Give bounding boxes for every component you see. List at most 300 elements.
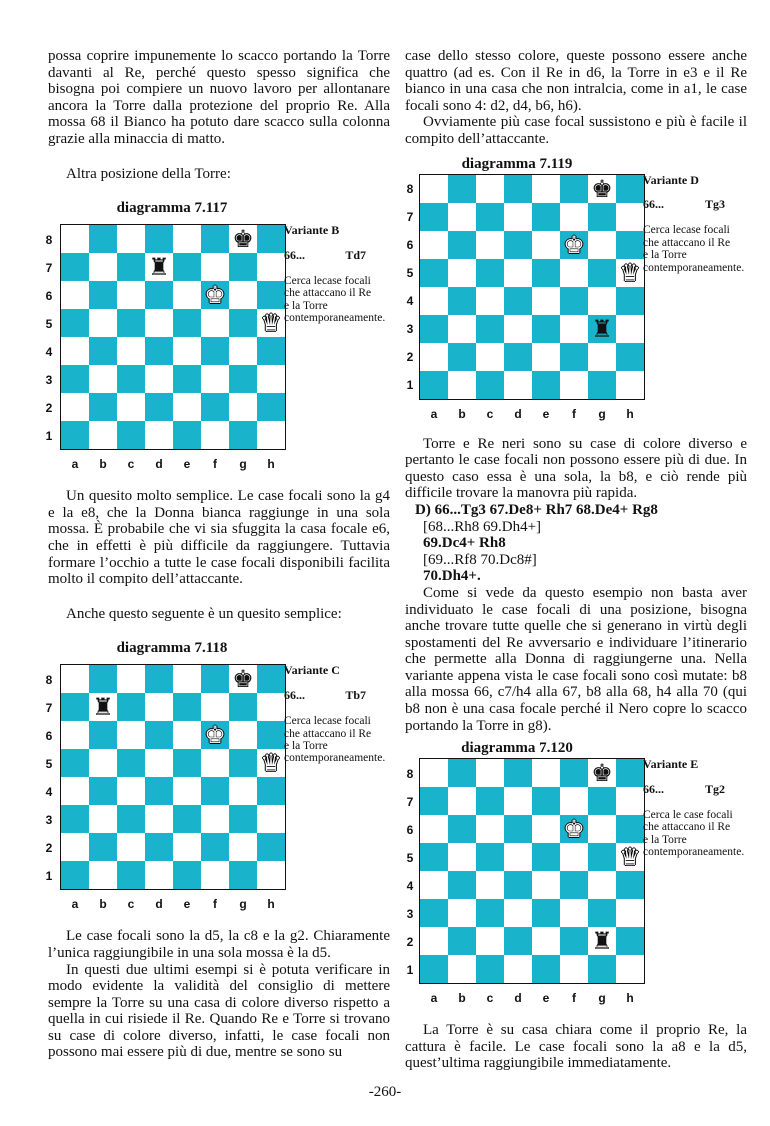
square-a1 <box>61 421 89 449</box>
square-a4 <box>61 337 89 365</box>
square-h7 <box>616 787 644 815</box>
main-line: 69.Dc4+ Rh8 <box>423 535 506 552</box>
file-label: b <box>99 897 107 912</box>
paragraph: Altra posizione della Torre: <box>66 165 231 182</box>
file-label: a <box>430 991 438 1006</box>
rank-label: 2 <box>406 934 414 949</box>
square-g3 <box>229 365 257 393</box>
square-b2 <box>89 833 117 861</box>
square-g2 <box>229 833 257 861</box>
white-king-icon: ♚ <box>563 230 585 259</box>
square-g2 <box>229 393 257 421</box>
square-g3 <box>588 315 616 343</box>
square-a6 <box>61 281 89 309</box>
square-h3 <box>257 805 285 833</box>
square-d1 <box>504 371 532 399</box>
square-a3 <box>420 899 448 927</box>
diagram-caption <box>284 223 386 325</box>
rank-label: 1 <box>406 962 414 977</box>
diagram-caption <box>643 172 745 274</box>
square-a2 <box>61 393 89 421</box>
square-c7 <box>117 693 145 721</box>
square-a4 <box>420 871 448 899</box>
white-queen-icon: ♛ <box>260 309 282 338</box>
black-king-icon: ♚ <box>232 665 254 694</box>
file-label: b <box>458 406 466 421</box>
square-e7 <box>532 787 560 815</box>
file-label: c <box>486 406 494 421</box>
square-b7 <box>89 693 117 721</box>
file-label: a <box>430 406 438 421</box>
diagram-7-119 <box>405 156 747 436</box>
diagram-note: Cerca le case focali che attaccano il Re e la Torre contemporaneamente. <box>643 809 745 859</box>
rank-label: 8 <box>406 182 414 197</box>
square-d5 <box>145 309 173 337</box>
square-d4 <box>504 871 532 899</box>
square-f8 <box>560 175 588 203</box>
square-h5 <box>616 259 644 287</box>
square-b6 <box>89 281 117 309</box>
square-f5 <box>201 309 229 337</box>
square-c4 <box>476 871 504 899</box>
file-label: h <box>267 457 275 472</box>
square-h3 <box>616 899 644 927</box>
file-label: f <box>572 406 576 421</box>
square-e8 <box>532 759 560 787</box>
file-label: e <box>183 897 191 912</box>
square-d8 <box>504 175 532 203</box>
square-b6 <box>448 231 476 259</box>
square-f1 <box>560 371 588 399</box>
diagram-title: diagramma 7.120 <box>461 740 573 757</box>
square-a3 <box>420 315 448 343</box>
file-label: b <box>458 991 466 1006</box>
square-g1 <box>588 371 616 399</box>
square-h4 <box>257 337 285 365</box>
diagram-7-120 <box>405 740 747 1020</box>
square-f2 <box>201 393 229 421</box>
black-rook-icon: ♜ <box>591 927 613 956</box>
file-label: c <box>486 991 494 1006</box>
square-e8 <box>173 665 201 693</box>
square-e7 <box>173 253 201 281</box>
square-h2 <box>257 393 285 421</box>
rank-label: 6 <box>406 822 414 837</box>
square-d8 <box>145 225 173 253</box>
variant-label: Variante B <box>284 223 340 238</box>
side-line: [68...Rh8 69.Dh4+] <box>423 518 542 535</box>
square-c2 <box>117 393 145 421</box>
square-f1 <box>560 955 588 983</box>
square-a5 <box>420 843 448 871</box>
diagram-title: diagramma 7.119 <box>461 155 573 172</box>
file-label: f <box>213 457 217 472</box>
file-label: c <box>127 897 135 912</box>
white-king-icon: ♚ <box>204 721 226 750</box>
square-d2 <box>504 343 532 371</box>
square-b3 <box>89 805 117 833</box>
rank-label: 7 <box>45 700 53 715</box>
file-labels <box>61 456 285 470</box>
square-c6 <box>117 721 145 749</box>
paragraph: Torre e Re neri sono su case di colore diverso e pertanto le case focali non possono essere più di due. In questo caso essa è una sola, la b8, e ciò rende più difficile trovare la manovra più rapida. <box>405 435 747 502</box>
square-f7 <box>201 693 229 721</box>
square-c5 <box>117 309 145 337</box>
square-c1 <box>117 861 145 889</box>
main-line: D) 66...Tg3 67.De8+ Rh7 68.De4+ Rg8 <box>415 501 658 518</box>
square-e2 <box>173 393 201 421</box>
square-b6 <box>89 721 117 749</box>
diagram-note: Cerca lecase focali che attaccano il Re e la Torre contemporaneamente. <box>284 274 386 325</box>
square-d1 <box>145 861 173 889</box>
square-g2 <box>588 343 616 371</box>
rank-label: 1 <box>45 428 53 443</box>
square-h1 <box>257 421 285 449</box>
rank-label: 8 <box>406 766 414 781</box>
diagram-note: Cerca lecase focali che attaccano il Re e la Torre contemporaneamente. <box>284 715 386 765</box>
square-a8 <box>61 665 89 693</box>
rank-label: 1 <box>45 868 53 883</box>
square-a7 <box>61 253 89 281</box>
diagram-title: diagramma 7.117 <box>116 200 228 217</box>
square-d5 <box>504 843 532 871</box>
rank-labels <box>42 666 56 890</box>
square-f7 <box>201 253 229 281</box>
file-label: h <box>626 991 634 1006</box>
square-f8 <box>201 225 229 253</box>
square-f4 <box>560 871 588 899</box>
square-d2 <box>504 927 532 955</box>
black-rook-icon: ♜ <box>92 693 114 722</box>
square-b7 <box>448 787 476 815</box>
square-a4 <box>61 777 89 805</box>
square-h4 <box>257 777 285 805</box>
square-b4 <box>448 871 476 899</box>
file-label: e <box>542 406 550 421</box>
square-e5 <box>532 259 560 287</box>
square-e1 <box>532 955 560 983</box>
square-g4 <box>588 287 616 315</box>
square-b4 <box>448 287 476 315</box>
file-label: h <box>626 406 634 421</box>
square-e2 <box>173 833 201 861</box>
chess-board <box>60 664 286 890</box>
square-g4 <box>588 871 616 899</box>
square-g8 <box>229 665 257 693</box>
square-e1 <box>173 421 201 449</box>
square-d4 <box>145 337 173 365</box>
square-a2 <box>420 927 448 955</box>
square-c7 <box>476 203 504 231</box>
rank-label: 3 <box>406 322 414 337</box>
square-c8 <box>117 225 145 253</box>
square-g1 <box>229 421 257 449</box>
square-h3 <box>616 315 644 343</box>
square-h5 <box>257 309 285 337</box>
square-e4 <box>173 777 201 805</box>
square-e6 <box>173 721 201 749</box>
square-f4 <box>560 287 588 315</box>
square-g8 <box>588 759 616 787</box>
square-e3 <box>173 365 201 393</box>
square-c3 <box>117 805 145 833</box>
square-b3 <box>448 899 476 927</box>
square-g7 <box>588 787 616 815</box>
paragraph: Come si vede da questo esempio non basta aver individuato le case focali di una posizione, bisogna anche trovare tutte quelle che si generano in virtù degli spostamenti del Re avversario e individuare l’itinerario che permette alla Donna di raggiungerne una. Nella variante appena vista le case focali sono così mutate: b8 alla mossa 66, c7/h4 alla 67, b8 alla 68, h4 alla 70 (qui b8 non è una casa focale perché il Nero copre lo scacco portando la Torre in g8). <box>405 584 747 734</box>
square-a6 <box>61 721 89 749</box>
diagram-caption <box>284 663 386 765</box>
square-b8 <box>89 225 117 253</box>
file-label: a <box>71 457 79 472</box>
square-b5 <box>448 843 476 871</box>
side-line: [69...Rf8 70.Dc8#] <box>423 551 537 568</box>
square-d6 <box>145 721 173 749</box>
diagram-note: Cerca lecase focali che attaccano il Re e la Torre contemporaneamente. <box>643 224 745 274</box>
move-list <box>405 502 747 585</box>
square-a8 <box>420 175 448 203</box>
square-e7 <box>173 693 201 721</box>
square-g4 <box>229 777 257 805</box>
paragraph: La Torre è su casa chiara come il proprio Re, la cattura è facile. Le case focali sono la a8 e la d5, quest’ultima raggiungibile immediatamente. <box>405 1022 747 1072</box>
square-d7 <box>145 693 173 721</box>
paragraph: In questi due ultimi esempi si è potuta verificare in modo evidente la validità del consiglio di mettere sempre la Torre su una casa di colore diverso rispetto a quella in cui risiede il Re. Quando Re e Torre si trovano su case di colore diverso, infatti, le case focali non possono mai essere più di due, mentre se sono su <box>48 961 390 1061</box>
square-b7 <box>448 203 476 231</box>
move-number: 66... <box>643 781 664 796</box>
square-g4 <box>229 337 257 365</box>
square-h8 <box>257 665 285 693</box>
square-b1 <box>89 861 117 889</box>
square-b5 <box>89 309 117 337</box>
square-f2 <box>560 343 588 371</box>
square-h4 <box>616 871 644 899</box>
black-rook-icon: ♜ <box>591 314 613 343</box>
square-b8 <box>89 665 117 693</box>
file-label: d <box>514 991 522 1006</box>
square-d6 <box>145 281 173 309</box>
square-e7 <box>532 203 560 231</box>
square-b4 <box>89 337 117 365</box>
paragraph: Le case focali sono la d5, la c8 e la g2. Chiaramente l’unica raggiungibile in una sola mossa è la d5. <box>48 928 390 961</box>
square-c7 <box>476 787 504 815</box>
page-number: -260- <box>368 1084 402 1100</box>
square-e6 <box>532 231 560 259</box>
square-c2 <box>117 833 145 861</box>
diagram-title: diagramma 7.118 <box>116 640 228 657</box>
square-d3 <box>145 365 173 393</box>
square-g5 <box>229 309 257 337</box>
file-label: f <box>213 897 217 912</box>
square-d1 <box>145 421 173 449</box>
square-a8 <box>420 759 448 787</box>
square-b1 <box>448 371 476 399</box>
rank-label: 4 <box>45 784 53 799</box>
file-label: d <box>155 897 163 912</box>
square-g7 <box>229 693 257 721</box>
square-c8 <box>117 665 145 693</box>
square-e2 <box>532 343 560 371</box>
square-b6 <box>448 815 476 843</box>
rank-label: 5 <box>406 266 414 281</box>
rank-label: 3 <box>45 372 53 387</box>
paragraph: case dello stesso colore, queste possono essere anche quattro (ad es. Con il Re in d6, la Torre in e3 e il Re bianco in una casa che non intralcia, come in a1, le case focali sono 4: d2, d4, b6, h6). <box>405 48 747 114</box>
file-label: f <box>572 991 576 1006</box>
square-b2 <box>448 927 476 955</box>
square-a2 <box>420 343 448 371</box>
square-e4 <box>532 287 560 315</box>
square-d2 <box>145 833 173 861</box>
square-c7 <box>117 253 145 281</box>
file-label: e <box>542 991 550 1006</box>
move: Tg2 <box>704 781 725 796</box>
rank-label: 4 <box>406 294 414 309</box>
square-h4 <box>616 287 644 315</box>
rank-label: 2 <box>45 400 53 415</box>
rank-labels <box>403 760 417 984</box>
square-a3 <box>61 365 89 393</box>
chess-board <box>60 224 286 450</box>
square-a8 <box>61 225 89 253</box>
square-c6 <box>476 815 504 843</box>
move-number: 66... <box>284 247 305 262</box>
square-f1 <box>201 421 229 449</box>
square-g5 <box>229 749 257 777</box>
square-b2 <box>448 343 476 371</box>
square-h3 <box>257 365 285 393</box>
move-number: 66... <box>643 196 664 211</box>
square-h7 <box>257 693 285 721</box>
rank-label: 4 <box>45 344 53 359</box>
square-f4 <box>201 337 229 365</box>
rank-label: 6 <box>45 288 53 303</box>
square-d7 <box>504 787 532 815</box>
square-e4 <box>173 337 201 365</box>
square-f5 <box>201 749 229 777</box>
file-label: e <box>183 457 191 472</box>
square-f6 <box>560 815 588 843</box>
square-e1 <box>532 371 560 399</box>
square-f3 <box>201 365 229 393</box>
left-column <box>45 48 390 1061</box>
square-e6 <box>532 815 560 843</box>
square-a5 <box>420 259 448 287</box>
square-h2 <box>257 833 285 861</box>
square-d3 <box>504 899 532 927</box>
square-c6 <box>117 281 145 309</box>
square-f4 <box>201 777 229 805</box>
rank-label: 8 <box>45 672 53 687</box>
square-g6 <box>588 815 616 843</box>
square-g7 <box>588 203 616 231</box>
rank-label: 2 <box>45 840 53 855</box>
move: Tb7 <box>345 687 366 702</box>
file-label: g <box>239 457 247 472</box>
square-b1 <box>448 955 476 983</box>
square-f6 <box>560 231 588 259</box>
square-e3 <box>173 805 201 833</box>
square-c1 <box>117 421 145 449</box>
square-a1 <box>61 861 89 889</box>
square-c5 <box>476 843 504 871</box>
variant-label: Variante C <box>284 663 340 678</box>
square-h8 <box>616 759 644 787</box>
file-label: h <box>267 897 275 912</box>
square-g2 <box>588 927 616 955</box>
square-b7 <box>89 253 117 281</box>
black-rook-icon: ♜ <box>148 253 170 282</box>
square-d8 <box>145 665 173 693</box>
square-a1 <box>420 371 448 399</box>
square-d5 <box>504 259 532 287</box>
square-c3 <box>117 365 145 393</box>
square-h6 <box>616 815 644 843</box>
square-c8 <box>476 175 504 203</box>
square-g6 <box>229 281 257 309</box>
file-labels <box>420 990 644 1004</box>
square-f2 <box>560 927 588 955</box>
rank-label: 7 <box>406 210 414 225</box>
square-c3 <box>476 315 504 343</box>
square-a3 <box>61 805 89 833</box>
square-a6 <box>420 231 448 259</box>
move: Td7 <box>345 247 366 262</box>
square-d8 <box>504 759 532 787</box>
square-g3 <box>229 805 257 833</box>
rank-label: 5 <box>45 316 53 331</box>
square-h6 <box>257 721 285 749</box>
square-d3 <box>145 805 173 833</box>
white-queen-icon: ♛ <box>619 843 641 872</box>
square-d3 <box>504 315 532 343</box>
square-g8 <box>588 175 616 203</box>
square-h1 <box>257 861 285 889</box>
square-g1 <box>588 955 616 983</box>
square-a7 <box>61 693 89 721</box>
square-e3 <box>532 899 560 927</box>
square-f3 <box>201 805 229 833</box>
square-f8 <box>560 759 588 787</box>
rank-labels <box>403 175 417 399</box>
square-d4 <box>145 777 173 805</box>
square-g3 <box>588 899 616 927</box>
square-h6 <box>257 281 285 309</box>
diagram-caption <box>643 757 745 859</box>
square-h8 <box>616 175 644 203</box>
file-labels <box>61 896 285 910</box>
file-label: c <box>127 457 135 472</box>
file-label: b <box>99 457 107 472</box>
file-label: g <box>239 897 247 912</box>
rank-label: 8 <box>45 232 53 247</box>
paragraph: Anche questo seguente è un quesito semplice: <box>66 605 342 622</box>
square-b1 <box>89 421 117 449</box>
square-c8 <box>476 759 504 787</box>
square-f6 <box>201 721 229 749</box>
square-d2 <box>145 393 173 421</box>
square-c3 <box>476 899 504 927</box>
rank-labels <box>42 226 56 450</box>
square-e6 <box>173 281 201 309</box>
square-c5 <box>117 749 145 777</box>
square-f7 <box>560 787 588 815</box>
variant-label: Variante D <box>643 172 699 187</box>
paragraph: Un quesito molto semplice. Le case focali sono la g4 e la e8, che la Donna bianca raggiunge in una sola mossa. È probabile che vi sia sfuggita la casa focale e6, che in effetti è più difficile da raggiungere. Tuttavia formare l’occhio a tutte le case focali disponibili facilita molto il compito dell’attaccante. <box>48 488 390 588</box>
square-f8 <box>201 665 229 693</box>
rank-label: 3 <box>45 812 53 827</box>
right-column <box>405 48 747 1072</box>
square-a5 <box>61 309 89 337</box>
square-d6 <box>504 815 532 843</box>
square-b3 <box>89 365 117 393</box>
